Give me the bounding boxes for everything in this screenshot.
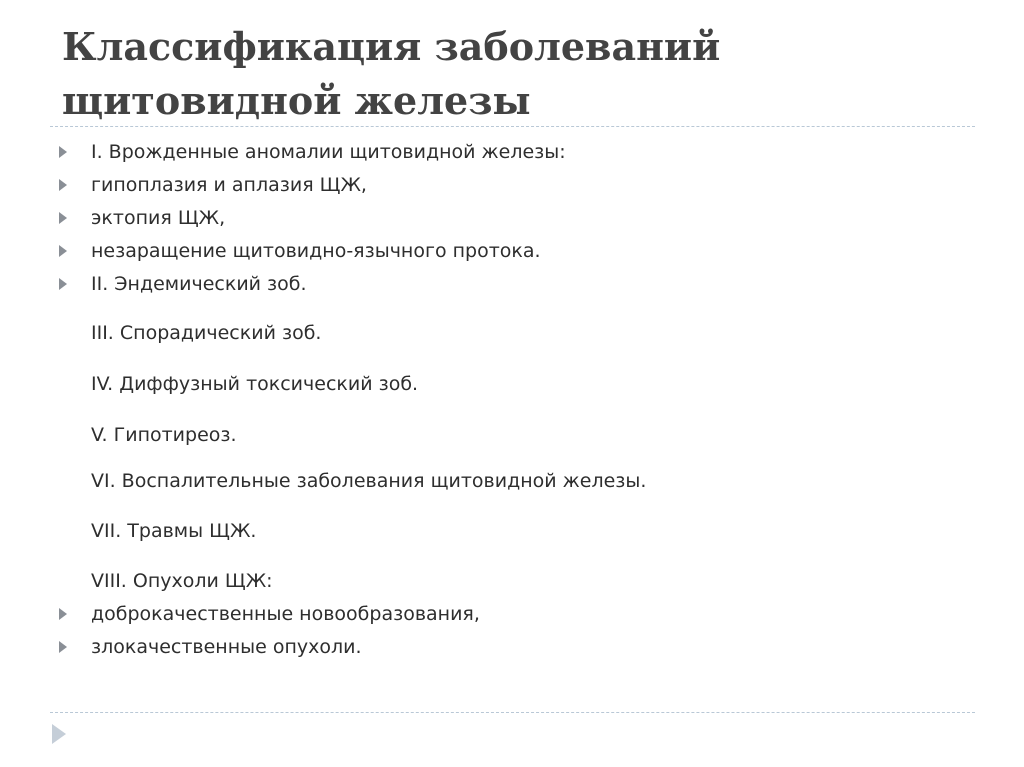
- triangle-bullet-icon: [55, 269, 91, 299]
- list-item: [55, 203, 955, 233]
- list-item-text: II. Эндемический зоб.: [91, 273, 307, 295]
- list-item: [55, 269, 955, 299]
- triangle-bullet-icon: [55, 203, 91, 233]
- triangle-bullet-icon: [55, 599, 91, 629]
- list-item-text: I. Врожденные аномалии щитовидной железы:: [91, 141, 566, 163]
- triangle-nav-icon: [52, 724, 66, 744]
- list-item: [55, 420, 955, 450]
- list-item-text: незаращение щитовидно-язычного протока.: [91, 240, 541, 262]
- list-item-text: IV. Диффузный токсический зоб.: [91, 373, 419, 395]
- list-item: [55, 236, 955, 266]
- triangle-bullet-icon: [55, 632, 91, 662]
- list-item: [55, 137, 955, 167]
- list-item: [55, 466, 955, 496]
- list-item-text: эктопия ЩЖ,: [91, 207, 226, 229]
- list-item: [55, 516, 955, 546]
- triangle-bullet-icon: [55, 137, 91, 167]
- list-item-text: V. Гипотиреоз.: [91, 424, 237, 446]
- list-item-text: VII. Травмы ЩЖ.: [91, 520, 257, 542]
- list-item: [55, 599, 955, 629]
- list-item: [55, 318, 955, 348]
- triangle-bullet-icon: [55, 236, 91, 266]
- list-item: [55, 170, 955, 200]
- triangle-bullet-icon: [55, 170, 91, 200]
- slide-title: Классификация заболеваний щитовидной железы: [62, 24, 721, 123]
- footer-divider: [50, 712, 975, 713]
- list-item: [55, 369, 955, 399]
- list-item-text: III. Спорадический зоб.: [91, 322, 322, 344]
- title-divider: [50, 126, 975, 127]
- list-item-text: гипоплазия и аплазия ЩЖ,: [91, 174, 367, 196]
- list-item: [55, 566, 955, 596]
- list-item-text: злокачественные опухоли.: [91, 636, 362, 658]
- list-item-text: VI. Воспалительные заболевания щитовидной железы.: [91, 470, 647, 492]
- list-item-text: доброкачественные новообразования,: [91, 603, 480, 625]
- list-item: [55, 632, 955, 662]
- list-item-text: VIII. Опухоли ЩЖ:: [91, 570, 273, 592]
